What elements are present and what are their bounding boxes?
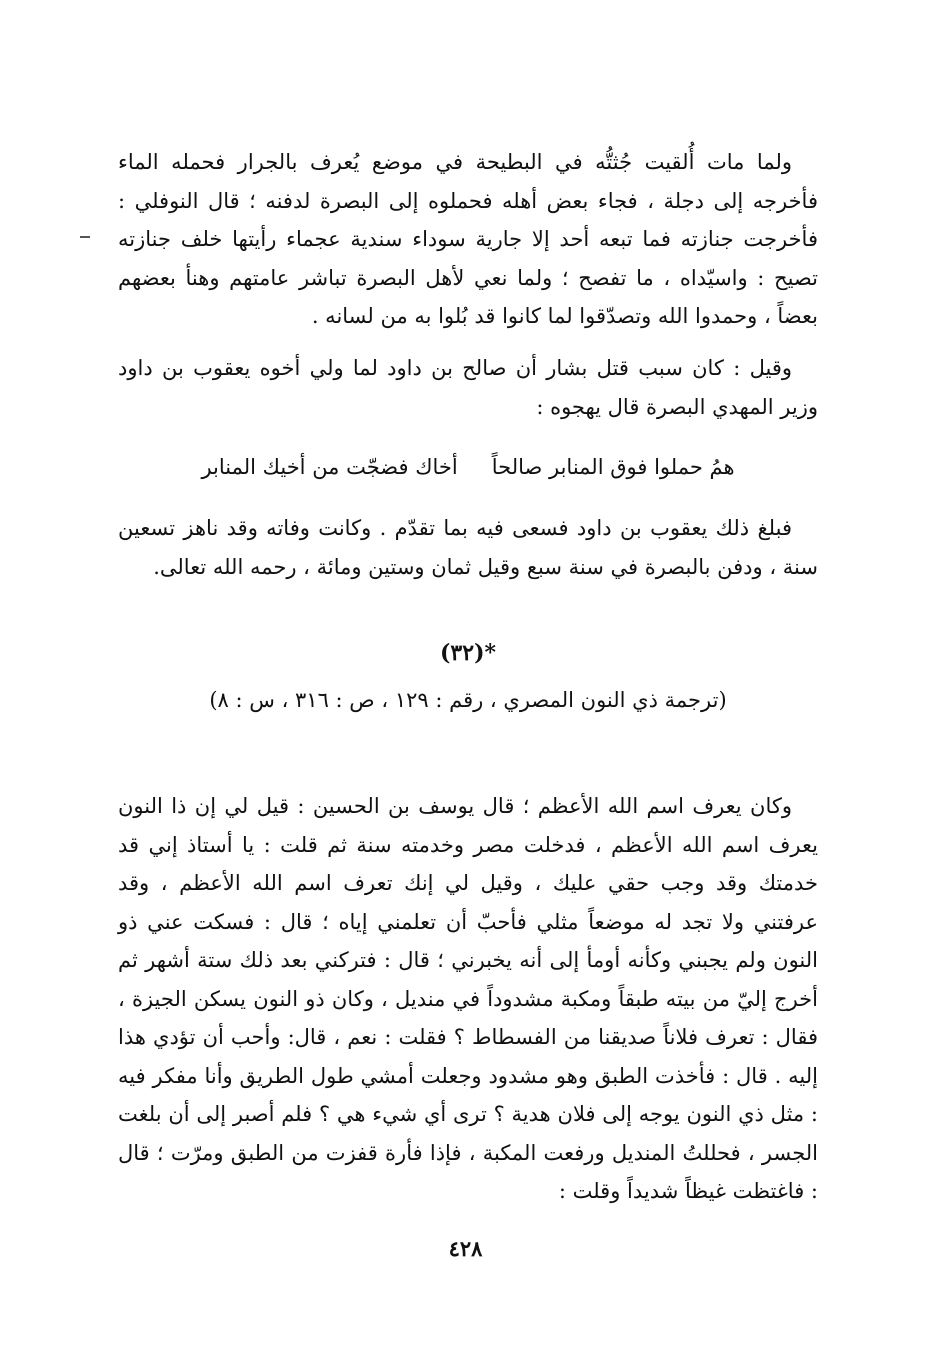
paragraph-conclusion	[118, 509, 818, 586]
paragraph-text: ولما مات أُلقيت جُثتُّه في البطيحة في موضع يُعرف بالجرار فحمله الماء فأخرجه إلى دجلة ، فجاء بعض أهله فحملوه إلى البصرة لدفنه ؛ قال النوفلي : فأخرجت جنازته فما تبعه أحد إلا جارية سوداء سندية عجماء رأيتها خلف جنازته تصيح : واسيّداه ، ما تفصح ؛ ولما نعي لأهل البصرة تباشر عامتهم وهنأ بعضهم بعضاً ، وحمدوا الله وتصدّقوا لما كانوا قد بُلوا به من لسانه .	[118, 150, 818, 328]
margin-mark	[80, 236, 90, 238]
paragraph-cause	[118, 349, 818, 426]
paragraph-death	[118, 143, 818, 336]
section-number: *(٣٢)	[440, 640, 496, 666]
paragraph-text: وقيل : كان سبب قتل بشار أن صالح بن داود لما ولي أخوه يعقوب بن داود وزير المهدي البصرة قال يهجوه :	[118, 356, 818, 419]
verse-hemistich-first: همُ حملوا فوق المنابر صالحاً	[491, 455, 735, 479]
verse-hemistich-second: أخاك فضجّت من أخيك المنابر	[201, 455, 458, 479]
section-subtitle: (ترجمة ذي النون المصري ، رقم : ١٢٩ ، ص : ٣١٦ ، س : ٨)	[209, 688, 727, 712]
paragraph-text: وكان يعرف اسم الله الأعظم ؛ قال يوسف بن الحسين : قيل لي إن ذا النون يعرف اسم الله الأعظم ، فدخلت مصر وخدمته سنة ثم قلت : يا أستاذ إني قد خدمتك وقد وجب حقي عليك ، وقيل لي إنك تعرف اسم الله الأعظم ، وقد عرفتني ولا تجد له موضعاً مثلي فأحبّ أن تعلمني إياه ؛ قال : فسكت عني ذو النون ولم يجبني وكأنه أومأ إلى أنه يخبرني ؛ قال : فتركني بعد ذلك ستة أشهر ثم أخرج إليّ من بيته طبقاً ومكبة مشدوداً في منديل ، وكان ذو النون يسكن الجيزة ، فقال : تعرف فلاناً صديقنا من الفسطاط ؟ فقلت : نعم ، قال: وأحب أن تؤدي هذا إليه . قال : فأخذت الطبق وهو مشدود وجعلت أمشي طول الطريق وأنا مفكر فيه : مثل ذي النون يوجه إلى فلان هدية ؟ ترى أي شيء هي ؟ فلم أصبر إلى أن بلغت الجسر ، فحللتُ المنديل ورفعت المكبة ، فإذا فأرة قفزت من الطبق ومرّت ؛ قال : فاغتظت غيظاً شديداً وقلت :	[118, 794, 818, 1203]
page-number: ٤٢٨	[448, 1236, 483, 1261]
paragraph-text: فبلغ ذلك يعقوب بن داود فسعى فيه بما تقدّم . وكانت وفاته وقد ناهز تسعين سنة ، ودفن بالبصرة في سنة سبع وقيل ثمان وستين ومائة ، رحمه الله تعالى.	[118, 516, 818, 579]
poem-verse	[118, 448, 818, 486]
paragraph-dhun-nun	[118, 787, 818, 1211]
